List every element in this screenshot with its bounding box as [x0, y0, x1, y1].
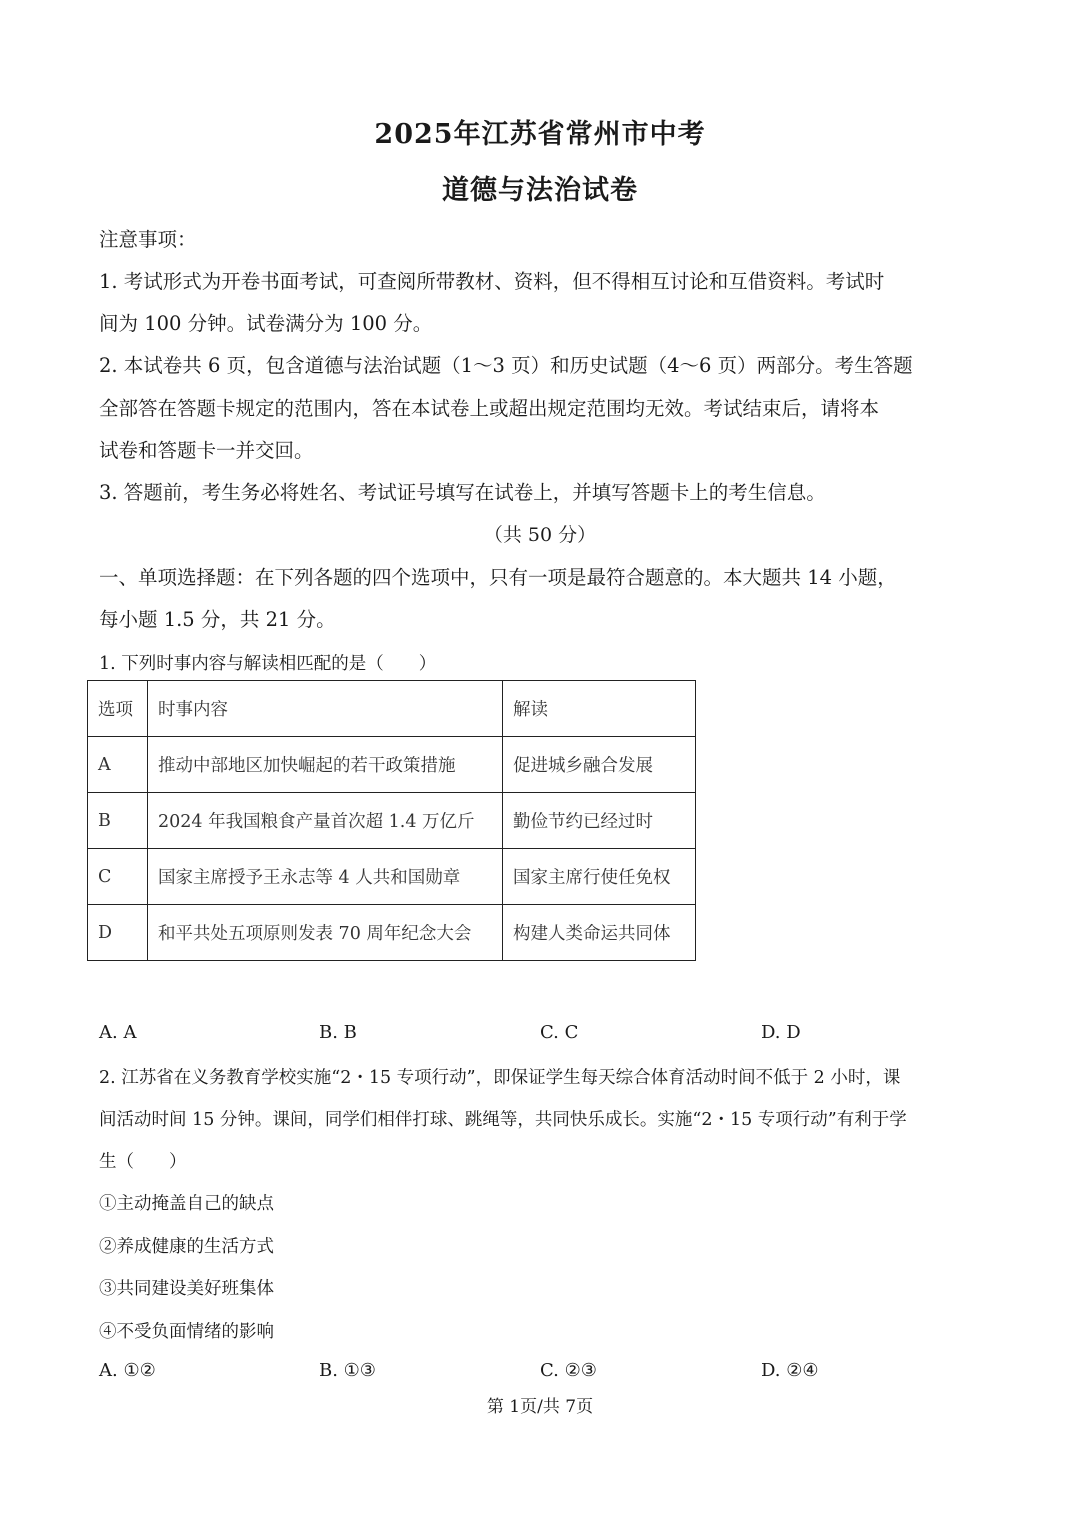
table-row — [88, 793, 696, 849]
question-2-stem: 2. 江苏省在义务教育学校实施“2・15 专项行动”，即保证学生每天综合体育活动时间不低于 2 小时，课 — [99, 1068, 901, 1088]
question-2-option-d[interactable]: D. ②④ — [761, 1360, 819, 1381]
notice-line: 3. 答题前，考生务必将姓名、考试证号填写在试卷上，并填写答题卡上的考生信息。 — [99, 481, 826, 504]
question-1-option-c[interactable]: C. C — [540, 1022, 579, 1043]
table-row — [88, 905, 696, 961]
page-number: 第 1页/共 7页 — [486, 1397, 594, 1417]
table-cell: A — [88, 737, 148, 793]
question-2-option-a[interactable]: A. ①② — [99, 1360, 156, 1381]
question-1-table — [87, 680, 696, 961]
notice-line: 间为 100 分钟。试卷满分为 100 分。 — [99, 312, 433, 335]
question-1-stem: 1. 下列时事内容与解读相匹配的是（ ） — [99, 654, 437, 674]
question-2-item: ③共同建设美好班集体 — [99, 1279, 274, 1299]
table-header-cell: 解读 — [503, 681, 696, 737]
question-2-option-b[interactable]: B. ①③ — [319, 1360, 376, 1381]
question-2-stem: 生（ ） — [99, 1152, 187, 1172]
table-header-cell: 时事内容 — [148, 681, 503, 737]
notice-heading: 注意事项： — [99, 228, 197, 251]
question-2-stem: 间活动时间 15 分钟。课间，同学们相伴打球、跳绳等，共同快乐成长。实施“2・15 专项行动”有利于学 — [99, 1110, 907, 1130]
table-row — [88, 737, 696, 793]
question-2-option-c[interactable]: C. ②③ — [540, 1360, 597, 1381]
table-cell: D — [88, 905, 148, 961]
question-1-option-d[interactable]: D. D — [761, 1022, 801, 1043]
question-1-option-a[interactable]: A. A — [99, 1022, 137, 1043]
exam-title: 2025年江苏省常州市中考 — [374, 119, 706, 150]
notice-line: 全部答在答题卡规定的范围内，答在本试卷上或超出规定范围均无效。考试结束后，请将本 — [99, 397, 880, 420]
question-1-option-b[interactable]: B. B — [319, 1022, 357, 1043]
table-cell: 国家主席行使任免权 — [503, 849, 696, 905]
table-cell: 勤俭节约已经过时 — [503, 793, 696, 849]
table-cell: 国家主席授予王永志等 4 人共和国勋章 — [148, 849, 503, 905]
table-header-cell: 选项 — [88, 681, 148, 737]
question-2-item: ②养成健康的生活方式 — [99, 1237, 274, 1257]
table-header-row — [88, 681, 696, 737]
notice-line: 1. 考试形式为开卷书面考试，可查阅所带教材、资料，但不得相互讨论和互借资料。考试时 — [99, 270, 885, 293]
table-cell: 构建人类命运共同体 — [503, 905, 696, 961]
table-cell: 推动中部地区加快崛起的若干政策措施 — [148, 737, 503, 793]
question-2-item: ④不受负面情绪的影响 — [99, 1322, 274, 1342]
notice-line: 2. 本试卷共 6 页，包含道德与法治试题（1～3 页）和历史试题（4～6 页）两部分。考生答题 — [99, 354, 913, 377]
section-instruction: 一、单项选择题：在下列各题的四个选项中，只有一项是最符合题意的。本大题共 14 小题， — [99, 566, 897, 589]
notice-line: 试卷和答题卡一并交回。 — [99, 439, 314, 462]
table-cell: B — [88, 793, 148, 849]
question-2-item: ①主动掩盖自己的缺点 — [99, 1194, 274, 1214]
table-cell: C — [88, 849, 148, 905]
table-cell: 和平共处五项原则发表 70 周年纪念大会 — [148, 905, 503, 961]
table-cell: 2024 年我国粮食产量首次超 1.4 万亿斤 — [148, 793, 503, 849]
exam-subject-title: 道德与法治试卷 — [442, 175, 638, 206]
table-row — [88, 849, 696, 905]
section-instruction: 每小题 1.5 分，共 21 分。 — [99, 608, 336, 631]
section-score: （共 50 分） — [483, 524, 597, 546]
table-cell: 促进城乡融合发展 — [503, 737, 696, 793]
